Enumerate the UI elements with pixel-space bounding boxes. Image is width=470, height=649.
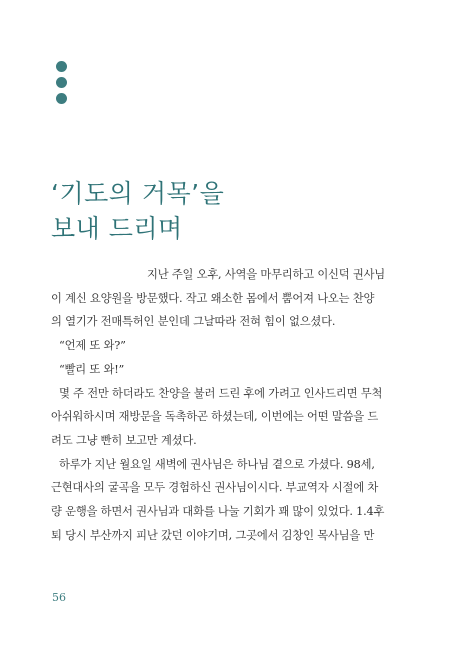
dialogue-line: “언제 또 와?” [59, 339, 126, 353]
body-line: 려도 그냥 빤히 보고만 계셨다. [51, 433, 197, 447]
dot-icon [56, 77, 67, 88]
body-line: 량 운행을 하면서 권사님과 대화를 나눌 기회가 꽤 많이 있었다. 1.4후 [51, 505, 385, 519]
body-line: 퇴 당시 부산까지 피난 갔던 이야기며, 그곳에서 김창인 목사님을 만 [51, 528, 375, 542]
dialogue-line: “빨리 또 와!” [59, 362, 125, 376]
body-line: 근현대사의 굴곡을 모두 경험하신 권사님이시다. 부교역자 시절에 차 [51, 481, 379, 495]
body-line: 의 열기가 전매특허인 분인데 그날따라 전혀 힘이 없으셨다. [51, 315, 336, 329]
page-number: 56 [52, 591, 66, 604]
body-text [51, 263, 421, 547]
body-line: 몇 주 전만 하더라도 찬양을 불러 드린 후에 가려고 인사드리면 무척 [59, 386, 383, 400]
body-line: 아쉬워하시며 재방문을 독촉하곤 하셨는데, 이번에는 어떤 말씀을 드 [51, 410, 379, 424]
body-line: 지난 주일 오후, 사역을 마무리하고 이신덕 권사님 [147, 268, 385, 281]
body-line: 하루가 지난 월요일 새벽에 권사님은 하나님 곁으로 가셨다. 98세, [59, 457, 375, 471]
dot-icon [56, 61, 67, 72]
dot-icon [56, 93, 67, 104]
decorative-dots [56, 61, 68, 109]
chapter-title-line-2: 보내 드리며 [51, 214, 183, 243]
body-line: 이 계신 요양원을 방문했다. 작고 왜소한 몸에서 뿜어져 나오는 찬양 [51, 291, 375, 305]
chapter-title [51, 176, 224, 246]
chapter-title-line-1: ‘기도의 거목’을 [51, 179, 225, 208]
